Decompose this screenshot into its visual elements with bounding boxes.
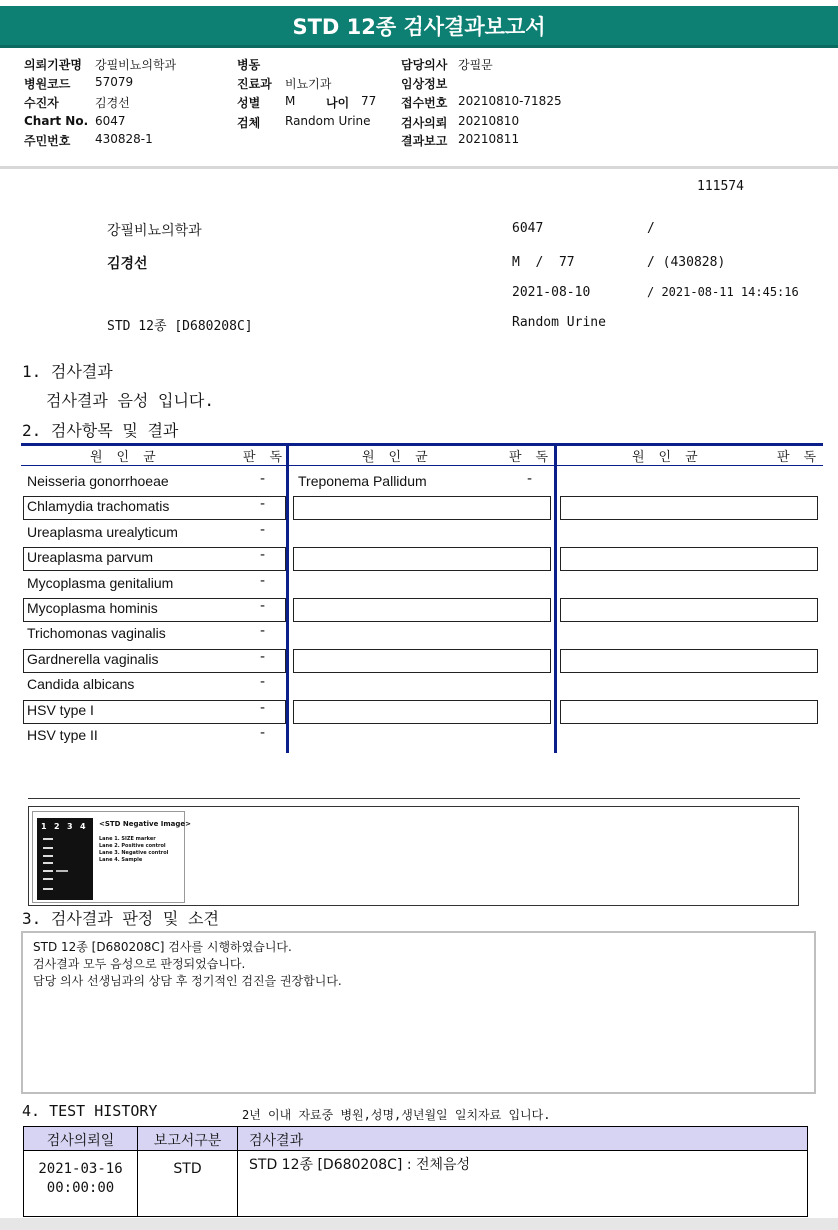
organism-name: Neisseria gonorrhoeae [27,473,169,489]
section1-result: 검사결과 음성 입니다. [46,391,215,410]
organism-result: - [260,674,266,691]
info-report: 결과보고 20210811 [401,132,520,148]
col3-result-header: 판독 [777,450,831,465]
marker-band [43,888,53,890]
organism-name: Candida albicans [27,676,135,693]
report-number: 111574 [697,179,744,194]
row-box [560,700,818,724]
info-specimen: 검체 Random Urine [237,114,371,130]
summary-slash: / [647,221,655,236]
marker-band [43,862,53,864]
section4-heading: 4. TEST HISTORY [22,1102,158,1120]
info-rrn: 주민번호 430828-1 [24,132,153,148]
history-header-result: 검사결과 [249,1133,304,1149]
organism-result: - [260,623,266,640]
gel-electrophoresis-image [37,818,93,900]
col3-organism-header: 원인균 [632,450,712,465]
summary-specimen: Random Urine [512,315,606,330]
info-patient: 수진자 김경선 [24,96,130,110]
organism-name: Treponema Pallidum [298,473,427,489]
organism-name: Mycoplasma genitalium [27,574,174,591]
info-request: 검사의뢰 20210810 [401,114,520,130]
history-table [23,1126,808,1217]
row-box [560,496,818,520]
organism-result: - [260,648,266,665]
organism-result: - [260,547,266,564]
row-box [293,598,551,622]
info-hospital: 의뢰기관명 강필비뇨의학과 [24,58,177,72]
info-sex: 성별 M [237,94,296,110]
gel-legend-item: Lane 1. SIZE marker [99,836,156,842]
organism-result: - [260,572,266,589]
history-note: 2년 이내 자료중 병원,성명,생년월일 일치자료 입니다. [242,1108,551,1122]
lane-number: 3 [67,822,73,831]
history-header-type: 보고서구분 [153,1133,222,1149]
organism-result: - [260,699,266,716]
info-doctor: 담당의사 강필문 [401,58,493,72]
row-box [560,547,818,571]
positive-control-band [56,870,68,872]
history-col-sep [237,1127,238,1216]
history-row-date: 2021-03-16 [38,1161,123,1177]
organism-name: Ureaplasma parvum [27,549,154,566]
gel-image-frame [28,806,799,906]
report-title: STD 12종 검사결과보고서 [292,15,546,39]
organism-result: - [260,521,266,538]
info-receipt: 접수번호 20210810-71825 [401,94,562,110]
lane-number: 2 [54,822,60,831]
header-divider [0,166,838,169]
table-header-border [21,465,823,466]
opinion-line: 담당 의사 선생님과의 상담 후 정기적인 검진을 권장합니다. [33,974,342,988]
section1-heading: 1. 검사결과 [22,362,113,381]
summary-report-datetime: / 2021-08-11 14:45:16 [647,285,799,299]
gel-figure [32,811,192,903]
row-box [293,649,551,673]
history-row-type: STD [173,1161,202,1177]
col2-result-header: 판독 [509,450,563,465]
col2-organism-header: 원인균 [362,450,442,465]
organism-result: - [260,471,266,487]
opinion-box [21,931,816,1094]
organism-result: - [260,496,266,513]
summary-patient: 김경선 [107,256,148,272]
gel-legend-item: Lane 3. Negative control [99,850,169,856]
organism-name: HSV type II [27,727,98,743]
organism-name: Gardnerella vaginalis [27,650,159,667]
info-chart: Chart No. 6047 [24,114,126,128]
row-box [560,649,818,673]
opinion-line: 검사결과 모두 음성으로 판정되었습니다. [33,957,246,971]
organism-result: - [260,725,266,741]
row-box [293,496,551,520]
history-row-result: STD 12종 [D680208C] : 전체음성 [249,1157,471,1173]
section3-heading: 3. 검사결과 판정 및 소견 [22,909,219,928]
report-title-bar [0,6,838,48]
footer-band [0,1218,838,1230]
gel-title: <STD Negative Image> [99,820,192,828]
marker-band [43,838,53,840]
col1-result-header: 판독 [243,450,297,465]
table-divider-1 [286,443,289,753]
lane-number: 4 [80,822,86,831]
organism-name: Ureaplasma urealyticum [27,523,178,540]
table-divider-2 [554,443,557,753]
gel-legend-item: Lane 2. Positive control [99,843,166,849]
organism-name: Mycoplasma hominis [27,600,158,616]
summary-birth: / (430828) [647,255,726,270]
image-top-rule [28,798,800,799]
gel-legend-item: Lane 4. Sample [99,857,143,863]
col1-organism-header: 원인균 [90,450,170,465]
summary-chart: 6047 [512,221,544,236]
organism-name: HSV type I [27,701,94,718]
gel-legend [99,836,168,864]
info-code: 병원코드 57079 [24,75,134,91]
info-ward: 병동 [237,58,261,72]
lane-numbers [41,822,93,832]
summary-hospital: 강필비뇨의학과 [107,223,202,239]
history-row-time: 00:00:00 [46,1180,115,1196]
opinion-text [33,939,342,990]
organism-name: Trichomonas vaginalis [27,625,166,642]
organism-result: - [527,471,533,487]
summary-request-date: 2021-08-10 [512,285,591,300]
organism-result: - [260,598,266,614]
lane-number: 1 [41,822,47,831]
marker-band [43,847,53,849]
info-clinical: 임상정보 [401,77,448,91]
organism-name: Chlamydia trachomatis [27,498,170,515]
marker-band [43,878,53,880]
history-header-date: 검사의뢰일 [46,1133,115,1149]
section2-heading: 2. 검사항목 및 결과 [22,421,179,440]
row-box [560,598,818,622]
marker-band [43,855,53,857]
summary-sex-age: M / 77 [512,255,575,270]
row-box [293,700,551,724]
row-box [293,547,551,571]
summary-test: STD 12종 [D680208C] [107,319,253,334]
info-age: 나이 77 [326,94,377,110]
marker-band [43,870,53,872]
opinion-line: STD 12종 [D680208C] 검사를 시행하였습니다. [33,940,292,954]
info-dept: 진료과 비뇨기과 [237,77,332,91]
